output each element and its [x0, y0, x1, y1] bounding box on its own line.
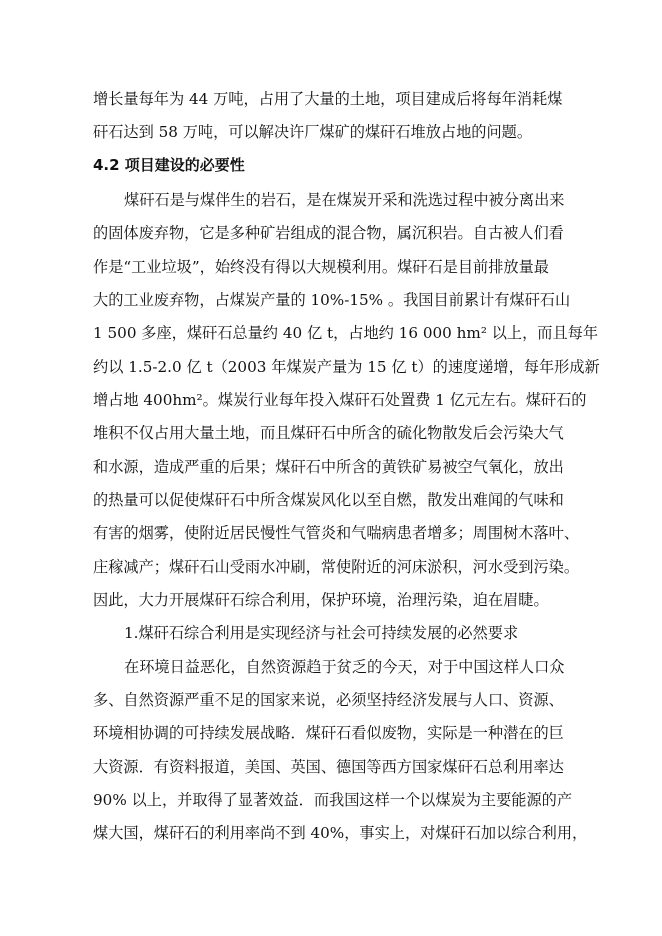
text-line: 增长量每年为 44 万吨，占用了大量的土地，项目建成后将每年消耗煤 — [93, 90, 563, 108]
paragraph-first-line: 在环境日益恶化，自然资源趋于贫乏的今天，对于中国这样人口众 — [124, 658, 565, 676]
text-line: 约以 1.5-2.0 亿 t（2003 年煤炭产量为 15 亿 t）的速度递增，每年形成新 — [93, 358, 600, 376]
text-line: 大资源．有资料报道，美国、英国、德国等西方国家煤矸石总利用率达 — [93, 758, 564, 776]
text-line: 因此，大力开展煤矸石综合利用，保护环境，治理污染，迫在眉睫。 — [93, 591, 549, 609]
text-line: 庄稼减产；煤矸石山受雨水冲刷，常使附近的河床淤积，河水受到污染。 — [93, 558, 579, 576]
text-line: 增占地 400hm²。煤炭行业每年投入煤矸石处置费 1 亿元左右。煤矸石的 — [93, 391, 587, 409]
text-line: 1 500 多座，煤矸石总量约 40 亿 t，占地约 16 000 hm² 以上，而且每年 — [93, 324, 599, 342]
text-line: 的固体废弃物，它是多种矿岩组成的混合物，属沉积岩。自古被人们看 — [93, 224, 564, 242]
text-line: 环境相协调的可持续发展战略．煤矸石看似废物，实际是一种潜在的巨 — [93, 724, 564, 742]
text-line: 和水源，造成严重的后果；煤矸石中所含的黄铁矿易被空气氧化，放出 — [93, 458, 564, 476]
paragraph-first-line: 煤矸石是与煤伴生的岩石，是在煤炭开采和洗选过程中被分离出来 — [124, 191, 565, 209]
section-heading: 4.2 项目建设的必要性 — [93, 156, 245, 174]
text-line: 矸石达到 58 万吨，可以解决许厂煤矿的煤矸石堆放占地的问题。 — [93, 123, 533, 141]
text-line: 作是“工业垃圾”，始终没有得以大规模利用。煤矸石是目前排放量最 — [93, 258, 549, 276]
text-line: 煤大国，煤矸石的利用率尚不到 40%，事实上，对煤矸石加以综合利用， — [93, 824, 588, 842]
numbered-subheading: 1.煤矸石综合利用是实现经济与社会可持续发展的必然要求 — [124, 624, 519, 642]
text-line: 大的工业废弃物，占煤炭产量的 10%-15% 。我国目前累计有煤矸石山 — [93, 291, 571, 309]
text-line: 90% 以上，并取得了显著效益．而我国这样一个以煤炭为主要能源的产 — [93, 791, 573, 809]
text-line: 有害的烟雾，使附近居民慢性气管炎和气喘病患者增多；周围树木落叶、 — [93, 524, 579, 542]
text-line: 多、自然资源严重不足的国家来说，必须坚持经济发展与人口、资源、 — [93, 691, 564, 709]
text-line: 的热量可以促使煤矸石中所含煤炭风化以至自燃，散发出难闻的气味和 — [93, 491, 564, 509]
text-line: 堆积不仅占用大量土地，而且煤矸石中所含的硫化物散发后会污染大气 — [93, 424, 564, 442]
